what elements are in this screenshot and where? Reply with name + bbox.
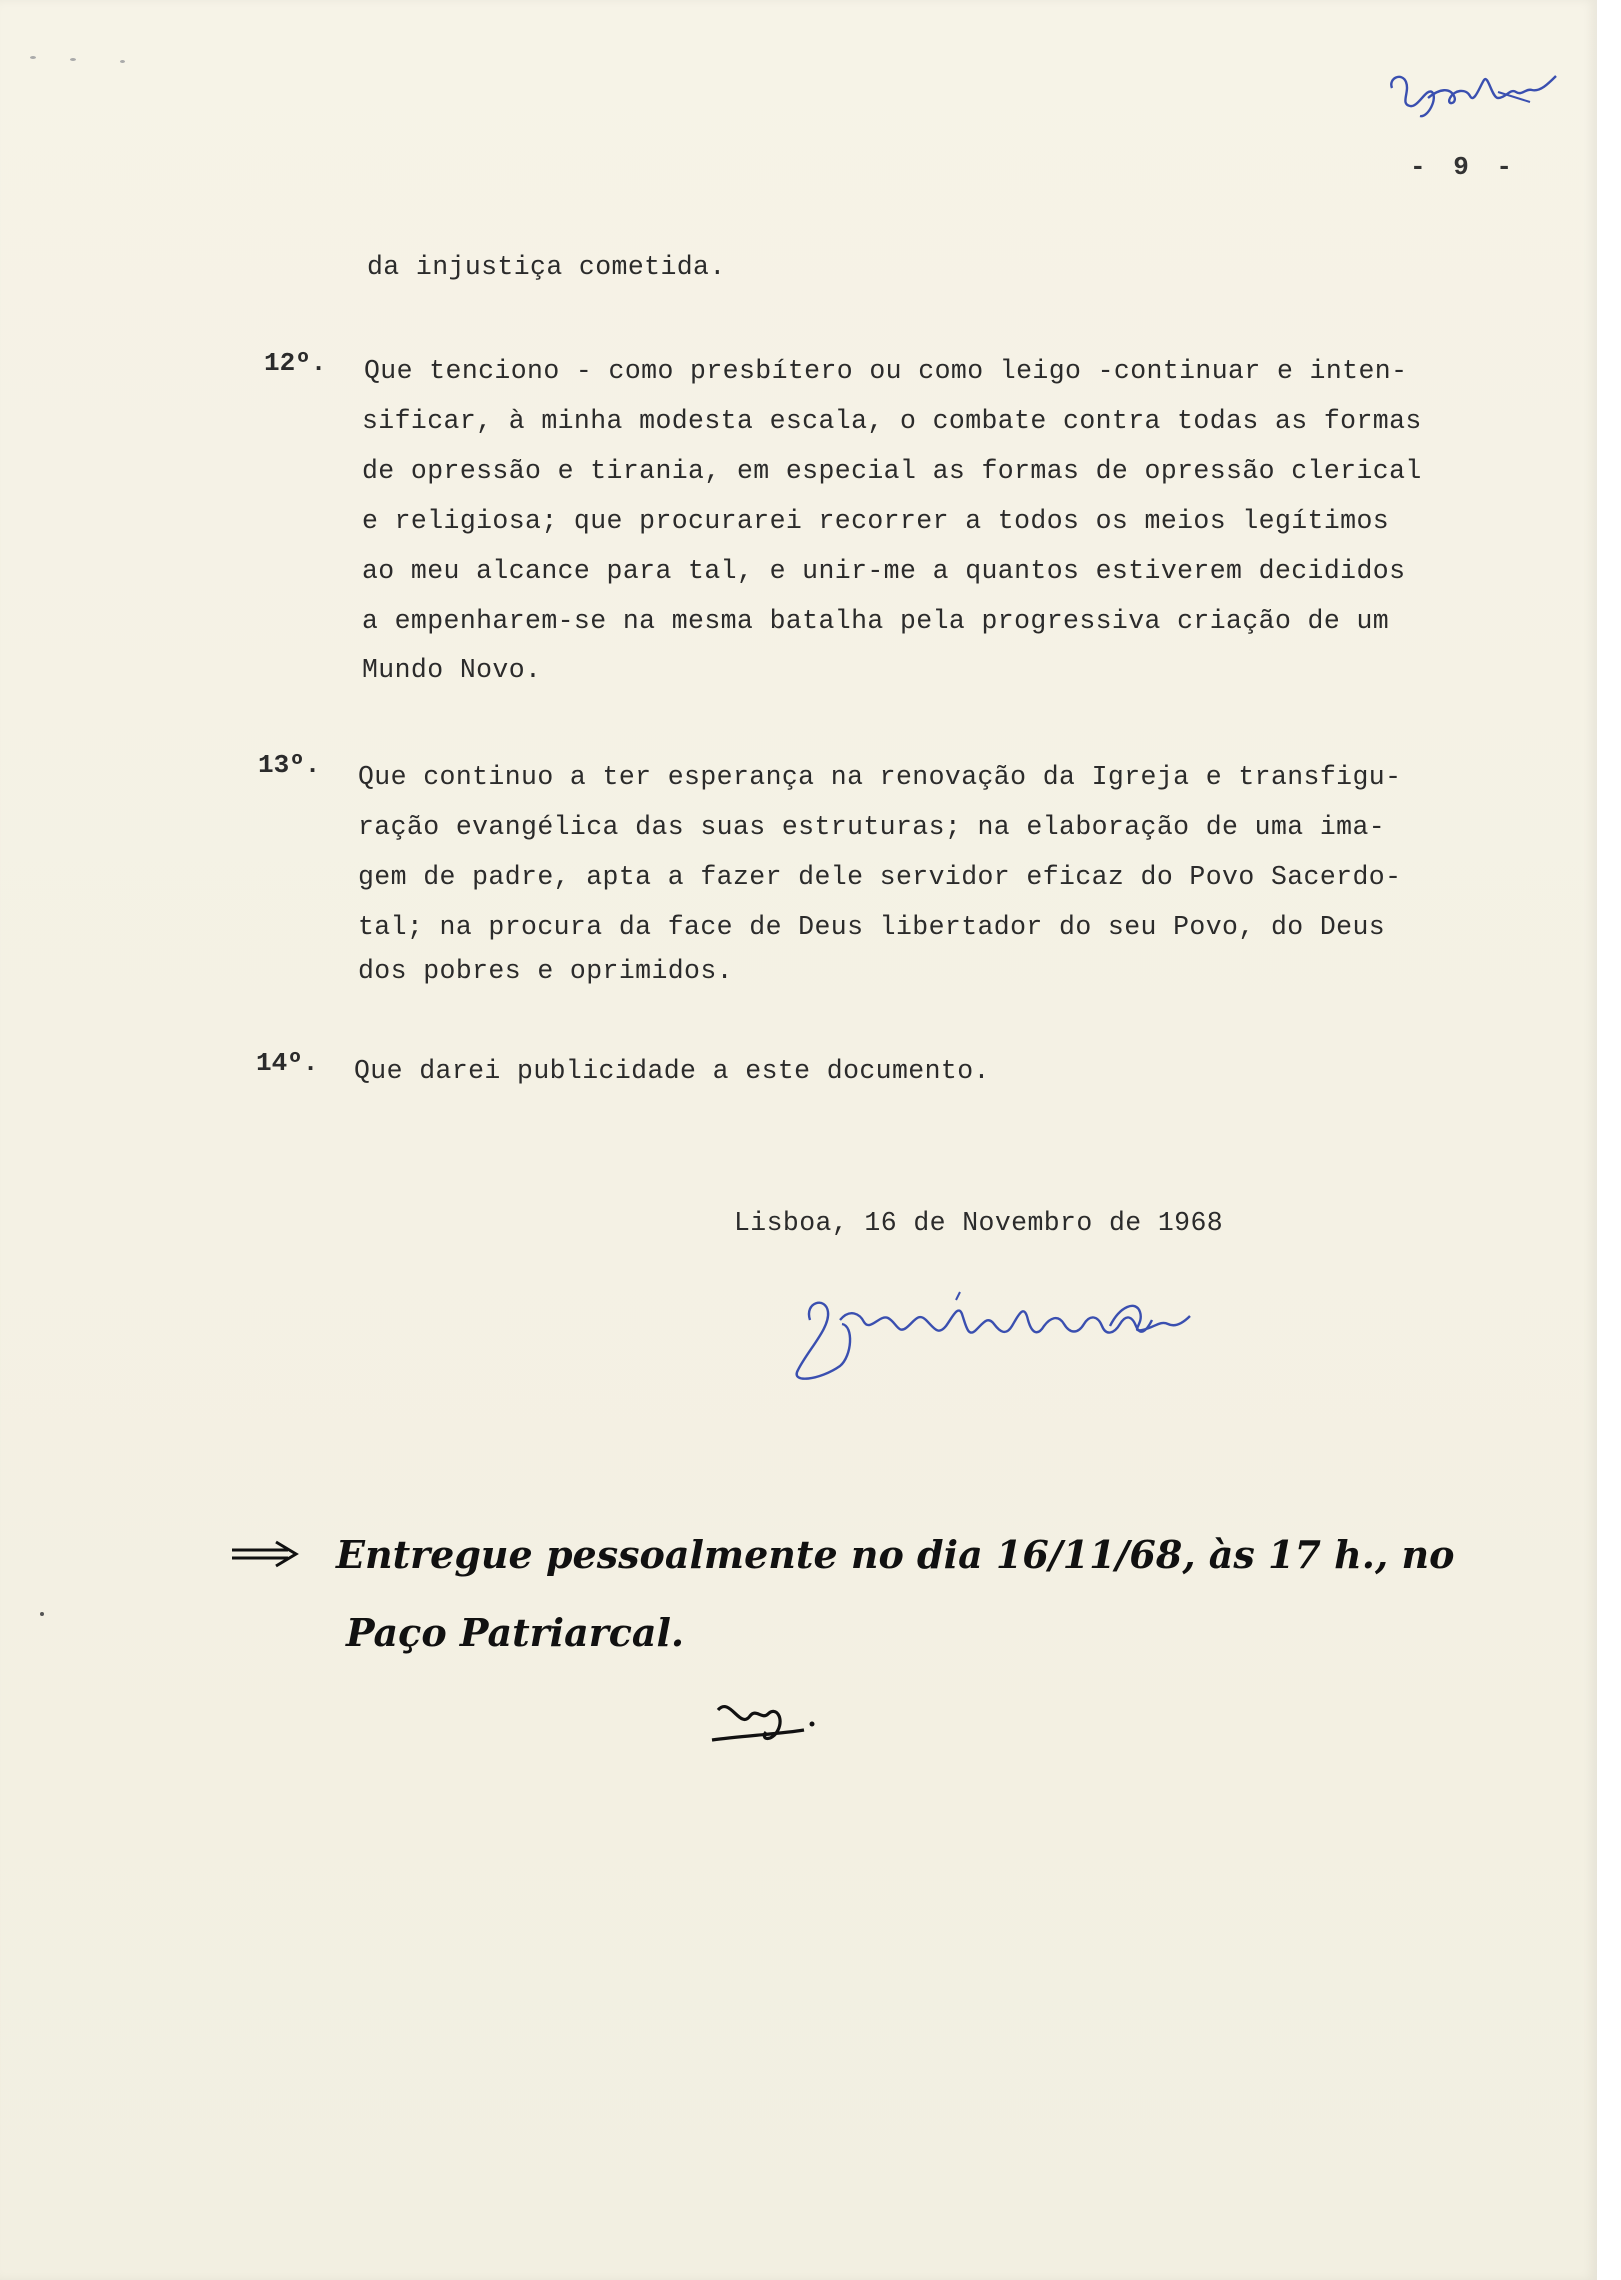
- paper-speck: [70, 58, 76, 61]
- paragraph-line: dos pobres e oprimidos.: [358, 956, 733, 986]
- paragraph-line: gem de padre, apta a fazer dele servidor eficaz do Povo Sacerdo-: [358, 862, 1402, 892]
- handwritten-note-line-1: Entregue pessoalmente no dia 16/11/68, às 17 h., no: [336, 1532, 1455, 1577]
- paragraph-line: Que continuo a ter esperança na renovação da Igreja e transfigu-: [358, 762, 1402, 792]
- paragraph-line: a empenharem-se na mesma batalha pela progressiva criação de um: [362, 606, 1390, 636]
- arrow-icon: [230, 1538, 300, 1568]
- handwritten-note-line-2: Paço Patriarcal.: [346, 1610, 685, 1655]
- paragraph-line: Que darei publicidade a este documento.: [354, 1056, 990, 1086]
- paragraph-number: 14º.: [256, 1048, 319, 1078]
- paragraph-line: Mundo Novo.: [362, 655, 542, 685]
- handwritten-initials-mark: [700, 1690, 830, 1750]
- paragraph-line: sificar, à minha modesta escala, o combate contra todas as formas: [362, 406, 1422, 436]
- place-date: Lisboa, 16 de Novembro de 1968: [734, 1208, 1224, 1238]
- paragraph-number: 12º.: [264, 348, 327, 378]
- paragraph-number: 13º.: [258, 750, 321, 780]
- paragraph-line: Que tenciono - como presbítero ou como leigo -continuar e inten-: [364, 356, 1408, 386]
- paragraph-line: ao meu alcance para tal, e unir-me a quantos estiverem decididos: [362, 556, 1406, 586]
- paper-speck: [30, 56, 36, 59]
- continuation-line: da injustiça cometida.: [367, 252, 726, 282]
- paragraph-line: e religiosa; que procurarei recorrer a todos os meios legítimos: [362, 506, 1390, 536]
- page-number: - 9 -: [1410, 152, 1519, 182]
- initials-signature-mark: [1380, 58, 1580, 128]
- paragraph-line: de opressão e tirania, em especial as formas de opressão clerical: [362, 456, 1422, 486]
- paper-speck: [40, 1612, 44, 1616]
- paragraph-line: ração evangélica das suas estruturas; na elaboração de uma ima-: [358, 812, 1386, 842]
- handwritten-signature: [780, 1280, 1220, 1390]
- paragraph-line: tal; na procura da face de Deus libertador do seu Povo, do Deus: [358, 912, 1386, 942]
- paper-speck: [120, 60, 125, 63]
